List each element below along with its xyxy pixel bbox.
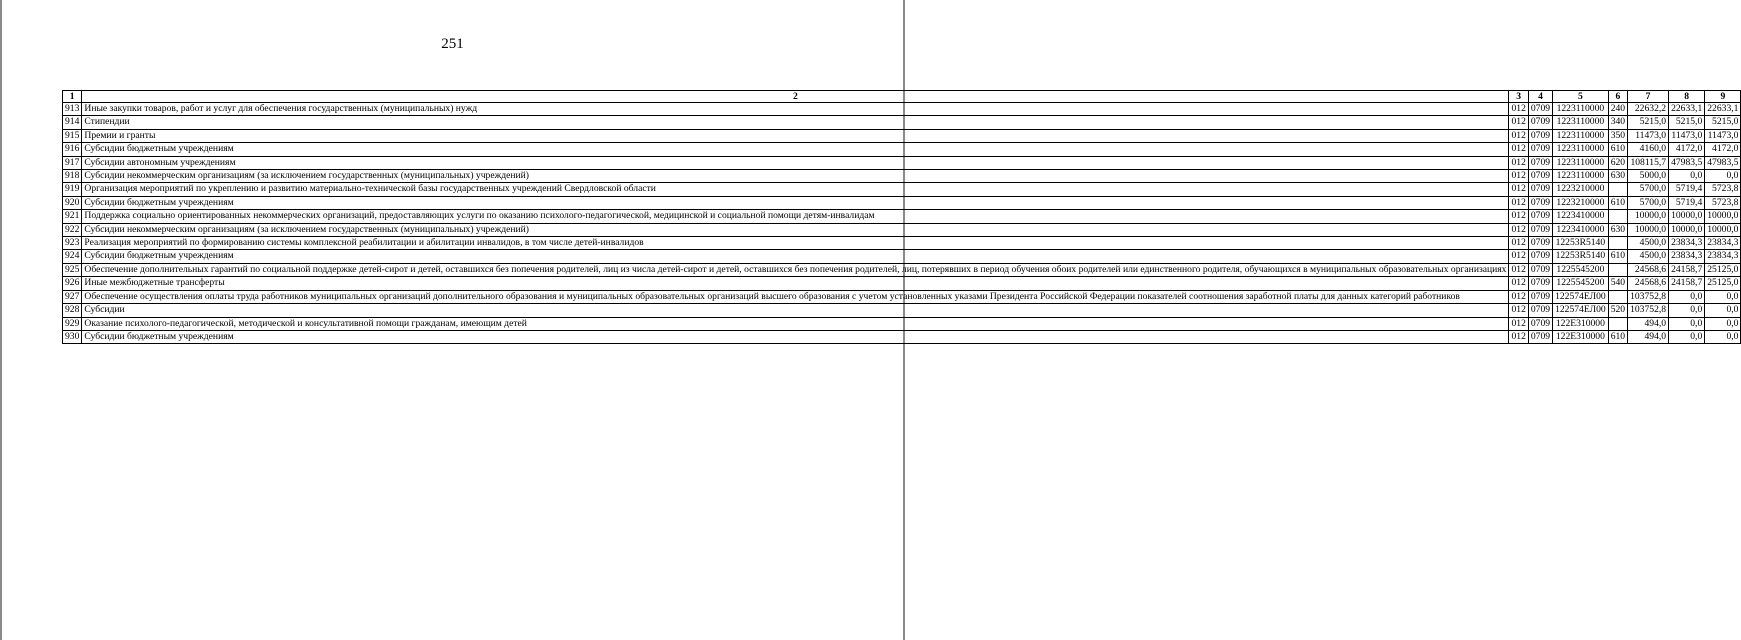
row-number: 923 (63, 237, 82, 250)
row-amount-col7: 4500,0 (1628, 237, 1669, 250)
header-cell: 2 (82, 91, 1509, 103)
row-name: Субсидии бюджетным учреждениям (82, 330, 1509, 343)
row-target-code: 1223210000 (1553, 183, 1609, 196)
header-cell: 9 (1705, 91, 1741, 103)
row-section-code: 0709 (1528, 129, 1552, 142)
row-amount-col9: 5215,0 (1705, 116, 1741, 129)
header-cell: 4 (1528, 91, 1552, 103)
row-amount-col8: 10000,0 (1669, 210, 1705, 223)
row-amount-col9: 10000,0 (1705, 210, 1741, 223)
row-admin-code: 012 (1509, 210, 1528, 223)
row-amount-col8: 0,0 (1669, 170, 1705, 183)
row-target-code: 1225545200 (1553, 263, 1609, 276)
row-amount-col8: 24158,7 (1669, 277, 1705, 290)
row-expense-type: 610 (1608, 250, 1627, 263)
row-number: 925 (63, 263, 82, 276)
row-target-code: 122E310000 (1553, 317, 1609, 330)
row-section-code: 0709 (1528, 170, 1552, 183)
row-target-code: 1223110000 (1553, 103, 1609, 116)
row-target-code: 1223110000 (1553, 156, 1609, 169)
row-expense-type: 610 (1608, 143, 1627, 156)
table-row (63, 223, 1741, 236)
row-name: Субсидии (82, 304, 1509, 317)
row-expense-type (1608, 237, 1627, 250)
page-number: 251 (441, 36, 464, 52)
row-section-code: 0709 (1528, 250, 1552, 263)
row-name: Иные межбюджетные трансферты (82, 277, 1509, 290)
row-amount-col9: 5723,8 (1705, 183, 1741, 196)
row-admin-code: 012 (1509, 196, 1528, 209)
row-number: 913 (63, 103, 82, 116)
row-name: Реализация мероприятий по формированию системы комплексной реабилитации и абилитации инвалидов, в том числе детей-инвалидов (82, 237, 1509, 250)
row-name: Субсидии некоммерческим организациям (за исключением государственных (муниципальных) учреждений) (82, 223, 1509, 236)
row-admin-code: 012 (1509, 156, 1528, 169)
row-number: 919 (63, 183, 82, 196)
row-target-code: 1225545200 (1553, 277, 1609, 290)
table-row (63, 116, 1741, 129)
row-amount-col9: 0,0 (1705, 330, 1741, 343)
row-expense-type: 340 (1608, 116, 1627, 129)
table-row (63, 210, 1741, 223)
row-amount-col8: 0,0 (1669, 330, 1705, 343)
row-name: Оказание психолого-педагогической, методической и консультативной помощи гражданам, имеющим детей (82, 317, 1509, 330)
row-target-code: 12253R5140 (1553, 250, 1609, 263)
header-cell: 3 (1509, 91, 1528, 103)
header-cell: 5 (1553, 91, 1609, 103)
table-row (63, 196, 1741, 209)
row-number: 914 (63, 116, 82, 129)
row-expense-type: 520 (1608, 304, 1627, 317)
row-target-code: 1223210000 (1553, 196, 1609, 209)
row-target-code: 122574ЕЛ00 (1553, 304, 1609, 317)
row-target-code: 1223110000 (1553, 170, 1609, 183)
row-target-code: 1223110000 (1553, 143, 1609, 156)
row-admin-code: 012 (1509, 183, 1528, 196)
row-amount-col9: 5723,8 (1705, 196, 1741, 209)
row-name: Субсидии автономным учреждениям (82, 156, 1509, 169)
row-admin-code: 012 (1509, 330, 1528, 343)
row-number: 920 (63, 196, 82, 209)
row-admin-code: 012 (1509, 170, 1528, 183)
row-number: 927 (63, 290, 82, 303)
row-amount-col9: 11473,0 (1705, 129, 1741, 142)
row-name: Поддержка социально ориентированных некоммерческих организаций, предоставляющих услуги по оказанию психолого-педагогической, медицинской и социальной помощи детям-инвалидам (82, 210, 1509, 223)
table-header-row (63, 91, 1741, 103)
row-amount-col8: 0,0 (1669, 304, 1705, 317)
row-amount-col9: 10000,0 (1705, 223, 1741, 236)
row-target-code: 122E310000 (1553, 330, 1609, 343)
row-admin-code: 012 (1509, 304, 1528, 317)
row-amount-col8: 5215,0 (1669, 116, 1705, 129)
row-amount-col7: 494,0 (1628, 330, 1669, 343)
row-expense-type: 610 (1608, 196, 1627, 209)
row-admin-code: 012 (1509, 250, 1528, 263)
row-amount-col7: 4160,0 (1628, 143, 1669, 156)
row-admin-code: 012 (1509, 317, 1528, 330)
row-target-code: 122574ЕЛ00 (1553, 290, 1609, 303)
header-cell: 8 (1669, 91, 1705, 103)
table-row (63, 317, 1741, 330)
row-section-code: 0709 (1528, 277, 1552, 290)
row-amount-col8: 4172,0 (1669, 143, 1705, 156)
row-amount-col8: 23834,3 (1669, 237, 1705, 250)
row-number: 918 (63, 170, 82, 183)
row-target-code: 1223110000 (1553, 129, 1609, 142)
row-expense-type: 350 (1608, 129, 1627, 142)
row-amount-col9: 0,0 (1705, 290, 1741, 303)
row-amount-col8: 24158,7 (1669, 263, 1705, 276)
row-admin-code: 012 (1509, 129, 1528, 142)
table-row (63, 290, 1741, 303)
row-amount-col7: 494,0 (1628, 317, 1669, 330)
row-number: 917 (63, 156, 82, 169)
row-amount-col8: 5719,4 (1669, 183, 1705, 196)
row-admin-code: 012 (1509, 277, 1528, 290)
row-amount-col9: 23834,3 (1705, 237, 1741, 250)
row-section-code: 0709 (1528, 103, 1552, 116)
row-name: Обеспечение дополнительных гарантий по социальной поддержке детей-сирот и детей, оставшихся без попечения родителей, лиц из числа детей-сирот и детей, оставшихся без попечения родителей, лиц, потерявших в период обучения обоих родителей или единственного родителя, обучающихся в муниципальных образовательных организациях (82, 263, 1509, 276)
row-name: Субсидии некоммерческим организациям (за исключением государственных (муниципальных) учреждений) (82, 170, 1509, 183)
table-body (63, 103, 1741, 344)
row-amount-col8: 0,0 (1669, 290, 1705, 303)
row-amount-col9: 4172,0 (1705, 143, 1741, 156)
row-name: Стипендии (82, 116, 1509, 129)
row-amount-col7: 10000,0 (1628, 210, 1669, 223)
row-amount-col9: 25125,0 (1705, 277, 1741, 290)
row-name: Организация мероприятий по укреплению и развитию материально-технической базы государственных учреждений Свердловской области (82, 183, 1509, 196)
row-admin-code: 012 (1509, 290, 1528, 303)
row-amount-col8: 47983,5 (1669, 156, 1705, 169)
row-amount-col7: 24568,6 (1628, 263, 1669, 276)
row-amount-col7: 11473,0 (1628, 129, 1669, 142)
row-admin-code: 012 (1509, 116, 1528, 129)
row-expense-type: 610 (1608, 330, 1627, 343)
row-name: Субсидии бюджетным учреждениям (82, 143, 1509, 156)
table-row (63, 277, 1741, 290)
row-amount-col7: 108115,7 (1628, 156, 1669, 169)
table-row (63, 330, 1741, 343)
row-number: 928 (63, 304, 82, 317)
row-target-code: 1223410000 (1553, 210, 1609, 223)
row-name: Субсидии бюджетным учреждениям (82, 196, 1509, 209)
row-section-code: 0709 (1528, 263, 1552, 276)
row-amount-col7: 10000,0 (1628, 223, 1669, 236)
row-amount-col7: 5700,0 (1628, 196, 1669, 209)
row-section-code: 0709 (1528, 183, 1552, 196)
row-amount-col7: 24568,6 (1628, 277, 1669, 290)
row-amount-col9: 47983,5 (1705, 156, 1741, 169)
row-expense-type (1608, 210, 1627, 223)
row-amount-col7: 103752,8 (1628, 304, 1669, 317)
row-section-code: 0709 (1528, 143, 1552, 156)
table-row (63, 183, 1741, 196)
row-target-code: 12253R5140 (1553, 237, 1609, 250)
row-section-code: 0709 (1528, 210, 1552, 223)
row-number: 924 (63, 250, 82, 263)
table-row (63, 237, 1741, 250)
row-number: 930 (63, 330, 82, 343)
row-name: Субсидии бюджетным учреждениям (82, 250, 1509, 263)
row-amount-col8: 10000,0 (1669, 223, 1705, 236)
table-row (63, 156, 1741, 169)
row-amount-col8: 11473,0 (1669, 129, 1705, 142)
row-expense-type (1608, 317, 1627, 330)
row-amount-col7: 5215,0 (1628, 116, 1669, 129)
row-target-code: 1223410000 (1553, 223, 1609, 236)
row-section-code: 0709 (1528, 317, 1552, 330)
table-row (63, 103, 1741, 116)
table-row (63, 143, 1741, 156)
row-amount-col8: 23834,3 (1669, 250, 1705, 263)
header-cell: 1 (63, 91, 82, 103)
row-expense-type: 240 (1608, 103, 1627, 116)
row-section-code: 0709 (1528, 116, 1552, 129)
row-admin-code: 012 (1509, 263, 1528, 276)
row-name: Обеспечение осуществления оплаты труда работников муниципальных организаций дополнительного образования и муниципальных образовательных организаций высшего образования с учетом установленных указами Президента Российской Федерации показателей соотношения заработной платы для данных категорий работников (82, 290, 1509, 303)
table-row (63, 170, 1741, 183)
table-row (63, 263, 1741, 276)
row-section-code: 0709 (1528, 156, 1552, 169)
row-expense-type: 620 (1608, 156, 1627, 169)
row-name: Иные закупки товаров, работ и услуг для обеспечения государственных (муниципальных) нужд (82, 103, 1509, 116)
row-amount-col7: 5700,0 (1628, 183, 1669, 196)
row-expense-type: 540 (1608, 277, 1627, 290)
row-number: 929 (63, 317, 82, 330)
row-admin-code: 012 (1509, 143, 1528, 156)
row-section-code: 0709 (1528, 223, 1552, 236)
row-expense-type: 630 (1608, 223, 1627, 236)
row-amount-col9: 0,0 (1705, 170, 1741, 183)
row-amount-col8: 22633,1 (1669, 103, 1705, 116)
row-section-code: 0709 (1528, 330, 1552, 343)
row-amount-col7: 22632,2 (1628, 103, 1669, 116)
table-row (63, 129, 1741, 142)
row-section-code: 0709 (1528, 196, 1552, 209)
row-admin-code: 012 (1509, 103, 1528, 116)
row-number: 921 (63, 210, 82, 223)
row-amount-col9: 22633,1 (1705, 103, 1741, 116)
row-expense-type: 630 (1608, 170, 1627, 183)
budget-table (62, 90, 1741, 344)
table-row (63, 250, 1741, 263)
row-expense-type (1608, 263, 1627, 276)
header-cell: 6 (1608, 91, 1627, 103)
row-amount-col9: 23834,3 (1705, 250, 1741, 263)
row-amount-col9: 25125,0 (1705, 263, 1741, 276)
row-section-code: 0709 (1528, 237, 1552, 250)
row-section-code: 0709 (1528, 304, 1552, 317)
row-number: 916 (63, 143, 82, 156)
row-target-code: 1223110000 (1553, 116, 1609, 129)
row-number: 926 (63, 277, 82, 290)
table-row (63, 304, 1741, 317)
row-number: 922 (63, 223, 82, 236)
row-number: 915 (63, 129, 82, 142)
row-amount-col8: 5719,4 (1669, 196, 1705, 209)
row-amount-col8: 0,0 (1669, 317, 1705, 330)
row-expense-type (1608, 290, 1627, 303)
row-admin-code: 012 (1509, 237, 1528, 250)
row-admin-code: 012 (1509, 223, 1528, 236)
row-amount-col7: 4500,0 (1628, 250, 1669, 263)
row-amount-col9: 0,0 (1705, 317, 1741, 330)
header-cell: 7 (1628, 91, 1669, 103)
row-amount-col7: 103752,8 (1628, 290, 1669, 303)
page-border-left (0, 0, 2, 640)
row-name: Премии и гранты (82, 129, 1509, 142)
row-amount-col7: 5000,0 (1628, 170, 1669, 183)
row-section-code: 0709 (1528, 290, 1552, 303)
row-amount-col9: 0,0 (1705, 304, 1741, 317)
row-expense-type (1608, 183, 1627, 196)
